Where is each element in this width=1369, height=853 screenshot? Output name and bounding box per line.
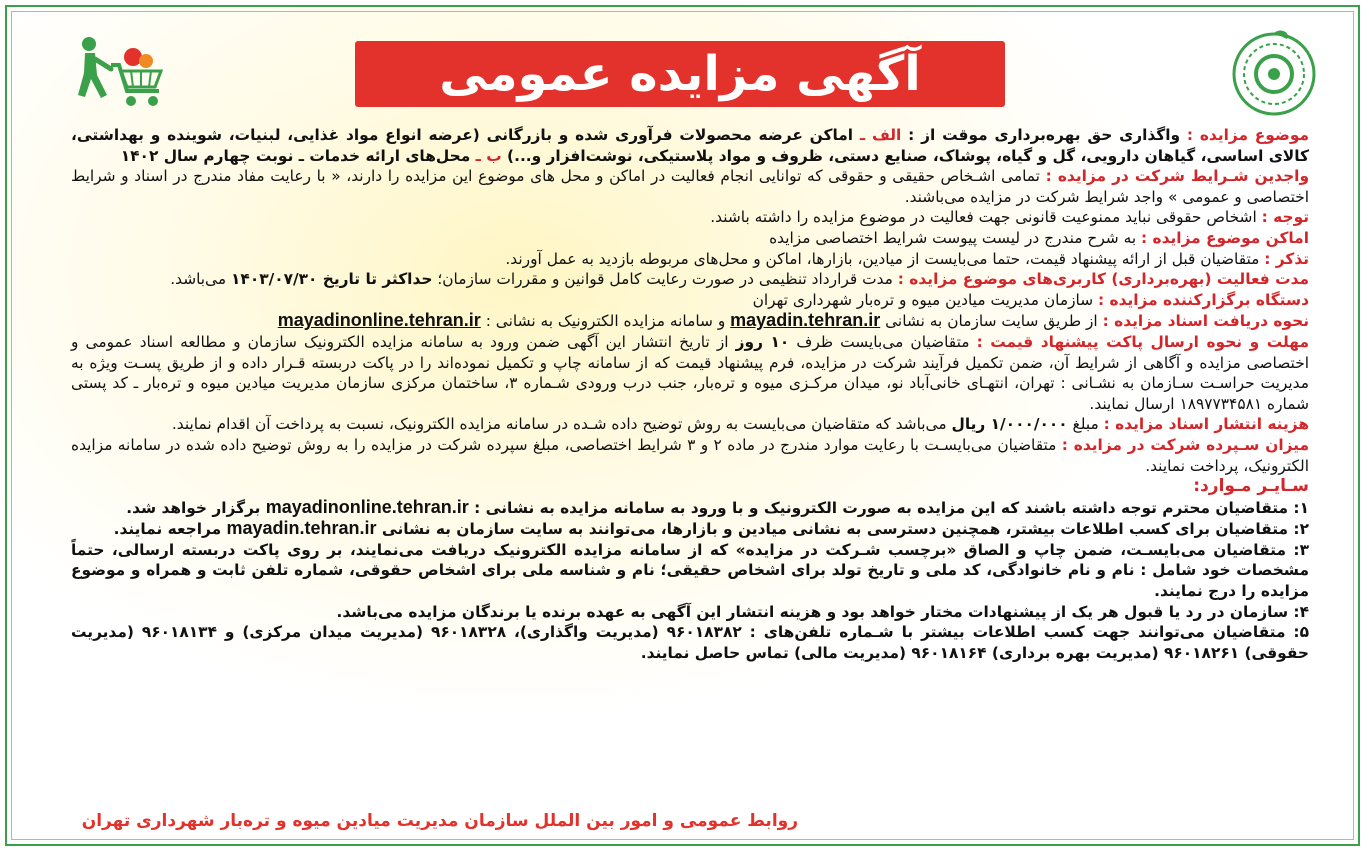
- misc-item-5: ۵: متقاضیان می‌توانند جهت کسب اطلاعات بیشتر با شـماره تلفن‌های : ۹۶۰۱۸۳۸۲ (مدیریت واگذاری)، ۹۶۰۱۸۳۲۸ (مدیریت میدان مرکزی) و ۹۶۰۱۸۱۳۴ (مدیریت حقوقی) ۹۶۰۱۸۲۶۱ (مدیریت بهره برداری) ۹۶۰۱۸۱۶۴ (مدیریت مالی) تماس حاصل نمایند.: [71, 623, 1309, 662]
- subject-alef: الف ـ: [859, 126, 902, 144]
- subject-text-a: واگذاری حق بهره‌برداری موقت از :: [901, 126, 1187, 144]
- locations-paragraph: [71, 228, 1309, 249]
- documents-text-b: و سامانه مزایده الکترونیک به نشانی :: [480, 312, 731, 331]
- subject-label: موضوع مزایده :: [1186, 126, 1310, 144]
- subject-text-b: اماکن عرضه محصولات فرآوری شده و بازرگانی (عرضه انواع مواد غذایی، لبنیات، شوینده و بهداشتی، کالای اساسی، گیاهان دارویی، گل و گیاه، پوشاک، صنایع دستی، ظروف و مواد پلاستیکی، نوشت‌افزار و...): [71, 126, 1309, 165]
- deposit-label: میزان سـپرده شرکت در مزایده :: [1061, 435, 1309, 454]
- eligibility-label: واجدین شـرایط شرکت در مزایده :: [1045, 167, 1310, 186]
- notice-frame: [5, 5, 1360, 846]
- site-link[interactable]: mayadin.tehran.ir: [730, 310, 881, 331]
- misc-item-1: [71, 497, 1309, 519]
- page-title: آگهی مزایده عمومی: [439, 46, 921, 102]
- locations-text: به شرح مندرج در لیست پیوست شرایط اختصاصی مزایده: [769, 228, 1142, 247]
- organizer-text: سازمان مدیریت میادین میوه و تره‌بار شهرداری تهران: [752, 290, 1098, 309]
- misc-title: [71, 476, 1309, 497]
- misc-item-1-text-b: برگزار خواهد شد.: [126, 498, 266, 517]
- note-label: توجه :: [1261, 208, 1309, 227]
- misc-item-1-link[interactable]: mayadinonline.tehran.ir: [265, 496, 469, 517]
- duration-deadline: حداکثر تا تاریخ ۱۴۰۳/۰۷/۳۰: [231, 270, 433, 289]
- reminder-label: تذکر :: [1264, 249, 1309, 268]
- publishing-cost-text-b: می‌باشد که متقاضیان می‌بایست به روش توضیح داده شـده در سامانه مزایده الکترونیک، نسبت به پرداخت آن اقدام نمایند.: [171, 415, 952, 434]
- deadline-label: مهلت و نحوه ارسال پاکت پیشنهاد قیمت :: [976, 332, 1309, 351]
- online-auction-link[interactable]: mayadinonline.tehran.ir: [277, 310, 481, 331]
- subject-text-c: محل‌های ارائه خدمات ـ نوبت چهارم سال ۱۴۰۲: [120, 146, 476, 165]
- subject-be: ب ـ: [475, 146, 502, 165]
- deadline-text-a: متقاضیان می‌بایست ظرف: [789, 332, 977, 351]
- shopping-cart-person-icon: [71, 35, 167, 111]
- misc-heading: سـایـر مـوارد:: [1193, 476, 1309, 497]
- misc-item-2-text-a: ۲: متقاضیان برای کسب اطلاعات بیشتر، همچنین دسترسی به نشانی میادین و بازارها، می‌توانند به سایت سازمان به نشانی: [376, 520, 1309, 539]
- reminder-text: متقاضیان قبل از ارائه پیشنهاد قیمت، حتما می‌بایست از میادین، بازارها، اماکن و محل‌های مربوطه بازدید به عمل آورند.: [505, 249, 1265, 268]
- reminder-paragraph: [71, 249, 1309, 270]
- deadline-paragraph: [71, 332, 1309, 414]
- duration-paragraph: [71, 269, 1309, 290]
- duration-tail: می‌باشد.: [170, 270, 232, 289]
- misc-item-2-text-b: مراجعه نمایند.: [113, 520, 227, 539]
- misc-item-1-text-a: ۱: متقاضیان محترم توجه داشته باشند که این مزایده به صورت الکترونیک و با ورود به سامانه مزایده به نشانی :: [468, 498, 1309, 517]
- deposit-paragraph: [71, 435, 1309, 476]
- organizer-label: دستگاه برگزارکننده مزایده :: [1098, 290, 1309, 309]
- footer-credit: روابط عمومی و امور بین الملل سازمان مدیریت میادین میوه و تره‌بار شهرداری تهران: [81, 811, 798, 831]
- eligibility-text: تمامی اشـخاص حقیقی و حقوقی که توانایی انجام فعالیت در اماکن و محل های موضوع این مزایده را دارند، « با رعایت مفاد مندرج در اسناد و شرایط اختصاصی و عمومی » واجد شرایط شرکت در مزایده می‌باشند.: [71, 167, 1309, 206]
- misc-item-3: ۳: متقاضیان می‌بایسـت، ضمن چاپ و الصاق «برچسب شـرکت در مزایده» که از سامانه مزایده الکترونیک دریافت می‌نمایند، بر روی پاکت دربسته ارسالی، حتماً مشخصات خود شامل : نام و نام خانوادگی، کد ملی و تاریخ تولد برای اشخاص حقیقی؛ نام و شناسه ملی برای اشخاص حقوقی، شماره تلفن ثابت و همراه و موضوع مزایده را درج نمایند.: [71, 540, 1309, 601]
- subject-paragraph: [71, 125, 1309, 166]
- publishing-cost-paragraph: [71, 414, 1309, 435]
- misc-item-4: ۴: سازمان در رد یا قبول هر یک از پیشنهادات مختار خواهد بود و هزینه انتشار این آگهی به عهده برنده یا برندگان مزایده می‌باشد.: [336, 602, 1309, 621]
- municipality-seal-icon: [1229, 29, 1319, 119]
- organizer-paragraph: [71, 290, 1309, 311]
- misc-item-2: [71, 518, 1309, 540]
- documents-paragraph: [71, 310, 1309, 332]
- deadline-text-b: از تاریخ انتشار این آگهی ضمن ورود به سامانه مزایده الکترونیک سازمان و مطالعه اسناد عمومی و اختصاصی مزایده و آگاهی از شرایط آن، ضمن تکمیل فرآیند شرکت در مزایده، فرم پیشنهاد قیمت که از سامانه چاپ و تکمیل نموده‌اند را در پاکت دربسته قـرار داده و از طریق پسـت ویژه به مدیریت حراسـت سـازمان به نشـانی : تهران، انتهـای خانی‌آباد نو، میدان مرکـزی میوه و تره‌بار، جنب درب ورودی شـماره ۳، ساختمان مرکزی سازمان مدیریت میادین میوه و تره‌بار ـ کد پستی شماره ۱۸۹۷۷۳۴۵۸۱ ارسال نمایند.: [71, 332, 1309, 413]
- publishing-cost-amount: ۱/۰۰۰/۰۰۰ ریال: [951, 415, 1068, 434]
- title-banner: [355, 41, 1005, 107]
- note-text: اشخاص حقوقی نباید ممنوعیت قانونی جهت فعالیت در موضوع مزایده را داشته باشند.: [710, 208, 1262, 227]
- publishing-cost-text-a: مبلغ: [1067, 415, 1104, 434]
- deposit-text: متقاضیان می‌بایسـت با رعایت موارد مندرج در ماده ۲ و ۳ شرایط اختصاصی، مبلغ سپرده شرکت در مزایده را به روش توضیح داده شده در سامانه مزایده الکترونیک، پرداخت نمایند.: [71, 435, 1309, 475]
- documents-text-a: از طریق سایت سازمان به نشانی: [880, 312, 1103, 331]
- deadline-days: ۱۰ روز: [735, 332, 790, 351]
- eligibility-paragraph: [71, 166, 1309, 207]
- note-paragraph: [71, 207, 1309, 228]
- misc-item-2-link[interactable]: mayadin.tehran.ir: [226, 518, 377, 539]
- notice-body: [71, 125, 1309, 663]
- documents-label: نحوه دریافت اسناد مزایده :: [1102, 312, 1309, 331]
- locations-label: اماکن موضوع مزایده :: [1141, 228, 1309, 247]
- duration-label: مدت فعالیت (بهره‌برداری) کاربری‌های موضوع مزایده :: [897, 270, 1309, 289]
- duration-text: مدت قرارداد تنظیمی در صورت رعایت کامل قوانین و مقررات سازمان؛: [432, 270, 898, 289]
- publishing-cost-label: هزینه انتشار اسناد مزایده :: [1103, 415, 1309, 434]
